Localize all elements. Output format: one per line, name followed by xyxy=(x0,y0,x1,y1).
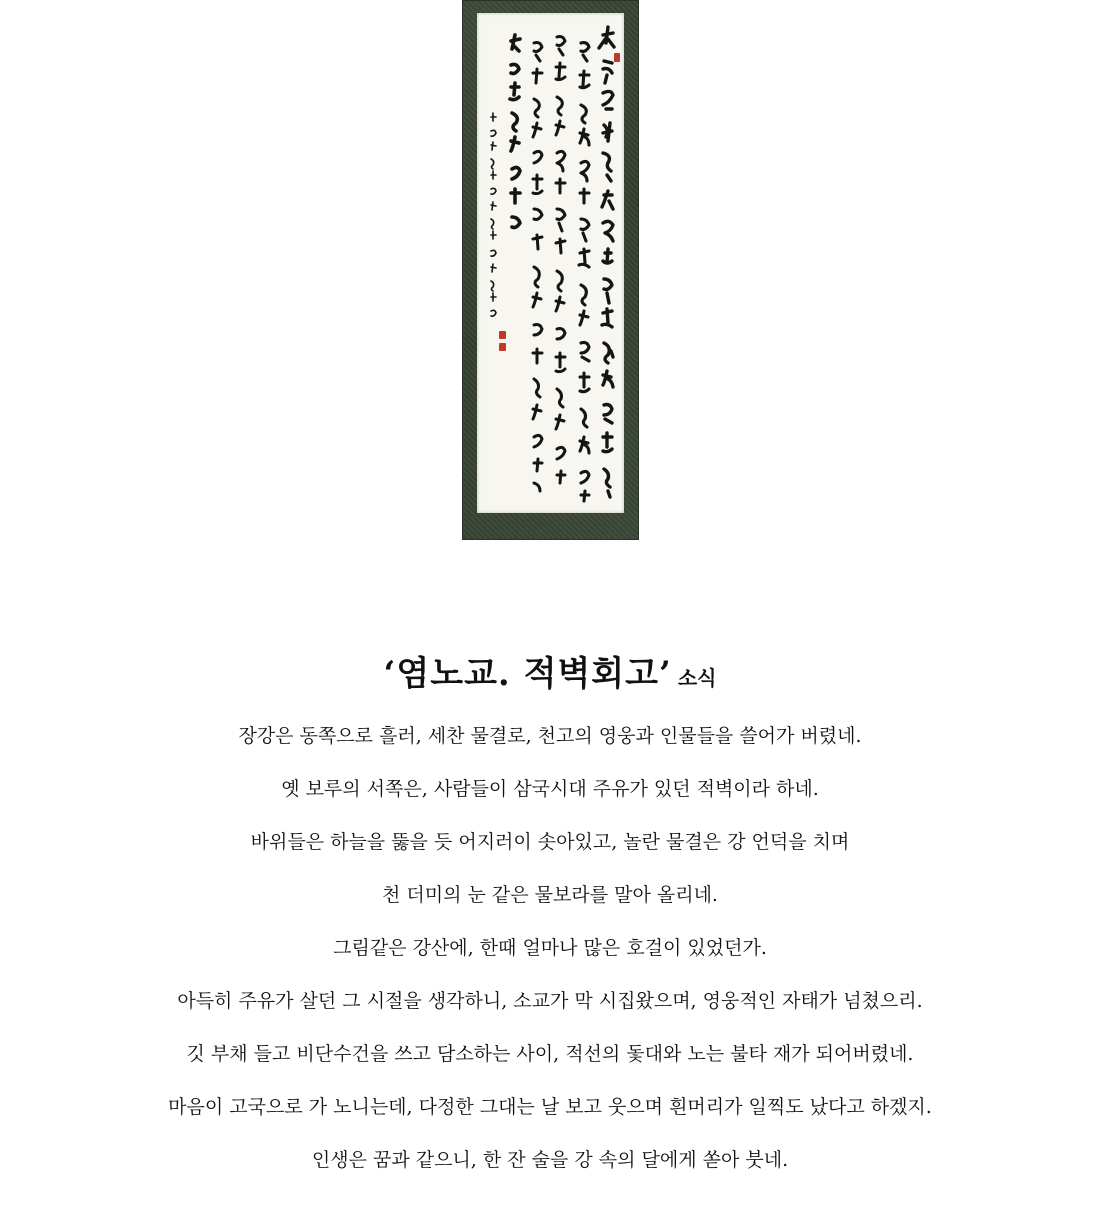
poem-line: 깃 부채 들고 비단수건을 쓰고 담소하는 사이, 적선의 돛대와 노는 불타 재가 되어버렸네. xyxy=(186,1043,914,1065)
poem-title xyxy=(0,646,1100,695)
poem-line: 그림같은 강산에, 한때 얼마나 많은 호걸이 있었던가. xyxy=(333,937,767,959)
poem-line: 옛 보루의 서쪽은, 사람들이 삼국시대 주유가 있던 적벽이라 하네. xyxy=(281,778,819,800)
poem-title-text: ‘염노교. 적벽회고’ xyxy=(383,654,672,694)
poem-line: 아득히 주유가 살던 그 시절을 생각하니, 소교가 막 시집왔으며, 영웅적인 자태가 넘쳤으리. xyxy=(177,990,923,1012)
calligraphy-brushwork xyxy=(477,13,624,513)
calligraphy-scroll-image xyxy=(462,0,639,540)
poem-line: 천 더미의 눈 같은 물보라를 말아 올리네. xyxy=(382,884,718,906)
poem-line: 마음이 고국으로 가 노니는데, 다정한 그대는 날 보고 웃으며 흰머리가 일찍도 났다고 하겠지. xyxy=(168,1096,932,1118)
poem-line: 바위들은 하늘을 뚫을 듯 어지러이 솟아있고, 놀란 물결은 강 언덕을 치며 xyxy=(250,831,850,853)
poem-author: 소식 xyxy=(677,666,717,690)
poem-body xyxy=(0,718,1100,1195)
poem-line: 장강은 동쪽으로 흘러, 세찬 물결로, 천고의 영웅과 인물들을 쓸어가 버렸네. xyxy=(238,725,862,747)
poem-line: 인생은 꿈과 같으니, 한 잔 술을 강 속의 달에게 쏟아 붓네. xyxy=(311,1149,789,1171)
scroll-paper xyxy=(477,13,624,513)
